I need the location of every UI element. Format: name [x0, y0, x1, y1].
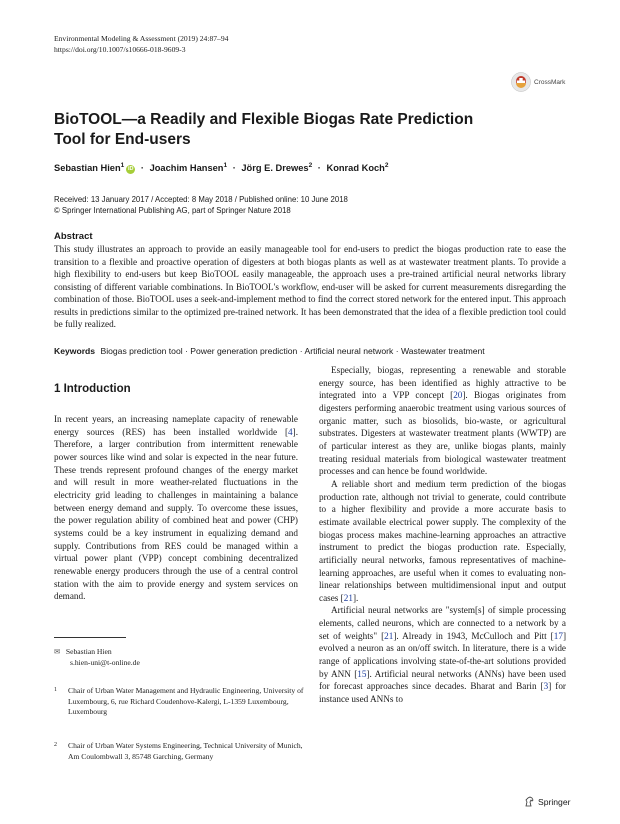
citation-link[interactable]: 21	[343, 592, 353, 603]
body-text: ]. Therefore, a larger contribution from intermittent renewable power sources like wind and solar is expected in the near future. These trends represent profound changes of the energy market and will result in more weather-related fluctuations in the electricity grid leading to challenges in maintaining a balance between energy demand and supply. To overcome these issues, the power regulation ability of combined heat and power (CHP) systems could be a key instrument in equalizing demand and supply. Contributions from RES could be managed within a virtual power plant (VPP) concept combining decentralized renewable energy producers through the use of a central control station with the aim to provide energy and system services on demand.	[54, 426, 298, 602]
separator: ·	[299, 346, 305, 356]
journal-citation: Environmental Modeling & Assessment (2019) 24:87–94	[54, 34, 229, 43]
separator: ·	[395, 346, 401, 356]
dates-line: Received: 13 January 2017 / Accepted: 8 May 2018 / Published online: 10 June 2018	[54, 195, 348, 204]
body-text: ]. Biogas originates from digesters performing anaerobic treatment using various sources of organic matter, such as biosolids, bio-waste, or agricultural substrates. Digesters at wastewater treatment plants (WWTP) are of particular interest as they are, unlike biogas plants, mainly treating residual materials from biological wastewater treatment processes and can hence be found worldwide.	[319, 390, 567, 477]
affiliation-marker: 2	[384, 162, 389, 169]
springer-horse-icon	[524, 796, 535, 807]
body-paragraph	[319, 478, 566, 605]
citation-link[interactable]: 3	[543, 681, 549, 692]
body-text: In recent years, an increasing nameplate capacity of renewable energy sources (RES) has been installed worldwide [	[54, 414, 298, 437]
keyword: Power generation prediction	[190, 346, 298, 356]
body-text: Especially, biogas, representing a renewable and storable energy source, has been identified as highly attractive to be integrated into a VPP concept [	[319, 365, 566, 401]
body-paragraph	[319, 604, 566, 705]
body-text: ] for instance used ANNs to	[319, 681, 566, 705]
author-name[interactable]: Joachim Hansen	[149, 163, 224, 174]
author-name[interactable]: Konrad Koch	[326, 163, 385, 174]
citation-link[interactable]: 4	[288, 426, 293, 437]
affiliation-number: 1	[54, 687, 57, 693]
affiliation-number: 2	[54, 742, 57, 748]
corresponding-author	[54, 647, 140, 668]
keyword: Artificial neural network	[304, 346, 394, 356]
body-text: Artificial neural networks are "system[s] of simple processing elements, called neurons, which are connected to a network by a set of weights" [	[319, 605, 566, 641]
article-title: BioTOOL—a Readily and Flexible Biogas Rate Prediction Tool for End-users	[54, 111, 474, 148]
separator: ·	[317, 163, 321, 174]
affiliation	[54, 741, 304, 762]
body-text: A reliable short and medium term prediction of the biogas production rate, although not trivial to generate, could contribute to a higher flexibility and provide a more accurate basis to estimate available electrical power supply. The complexity of the biogas process makes machine-learning approaches an attractive instrument to predict the biogas production rate. Especially, artificially neural networks, famous representatives of machine-learning approaches, are useful when it comes to evaluating non-linear relationships between multidimensional input and output cases [	[319, 478, 566, 603]
author-name[interactable]: Jörg E. Drewes	[241, 163, 309, 174]
body-paragraph	[319, 364, 566, 478]
crossmark-badge[interactable]	[511, 72, 565, 92]
body-column-right	[319, 364, 566, 706]
affiliation	[54, 686, 304, 718]
copyright-line: © Springer International Publishing AG, part of Springer Nature 2018	[54, 205, 291, 215]
body-text: ]. Already in 1943, McCulloch and Pitt [	[393, 630, 554, 641]
body-text: ] evolved a neuron as an on/off switch. In literature, there is a wide range of applications involving state-of-the-art solutions provided by ANN [	[319, 630, 566, 679]
body-text: ]. Artificial neural networks (ANNs) have been used for forecast approaches since decades. Bharat and Barin [	[319, 668, 566, 692]
affiliation-marker: 2	[308, 162, 313, 169]
separator: ·	[140, 163, 144, 174]
separator: ·	[232, 163, 236, 174]
affiliation-marker: 1	[120, 162, 125, 169]
affiliation-marker: 1	[223, 162, 228, 169]
orcid-icon[interactable]: iD	[128, 166, 134, 173]
abstract-text: This study illustrates an approach to provide an easily manageable tool for end-users to predict the biogas production rate to ease the transition to a flexible and proactive operation of digesters at both biogas plants as well as at wastewater treatment plants. To provide a high flexibility to end-users but keep BioTOOL easily manageable, the approach uses a pre-trained artificial neural networks library consisting of different variable combinations. In BioTOOL's workflow, end-user will be asked for current measurements disregarding the combination of those. BioTOOL uses a seek-and-implement method to find the correct stored network for the entered input. This approach results in predictions similar to the optimized pre-trained network. It has been demonstrated that the idea of a flexible prediction tool could be fully realized.	[54, 244, 566, 330]
keyword: Wastewater treatment	[400, 346, 485, 356]
crossmark-icon	[511, 72, 531, 92]
corresponding-name: Sebastian Hien	[65, 647, 112, 656]
keyword: Biogas prediction tool	[100, 346, 183, 356]
author-list	[54, 162, 388, 174]
separator: ·	[185, 346, 191, 356]
crossmark-label: CrossMark	[534, 78, 566, 86]
publisher-name: Springer	[538, 796, 571, 807]
citation-link[interactable]: 17	[553, 630, 563, 641]
keywords-label: Keywords	[54, 346, 96, 356]
citation-link[interactable]: 21	[384, 630, 394, 641]
affiliation-text: Chair of Urban Water Management and Hydraulic Engineering, University of Luxembourg, 6, rue Richard Coudenhove-Kalergi, L-1359 Luxembourg, Luxembourg	[68, 686, 304, 717]
abstract-heading: Abstract	[54, 231, 93, 242]
envelope-icon: ✉	[54, 647, 61, 656]
doi-link[interactable]: https://doi.org/10.1007/s10666-018-9609-3	[54, 44, 186, 54]
section-heading: 1 Introduction	[54, 383, 131, 395]
author-name[interactable]: Sebastian Hien	[54, 163, 121, 174]
body-column-left	[54, 413, 298, 603]
running-header	[54, 34, 228, 55]
corresponding-email[interactable]: s.hien-uni@t-online.de	[70, 657, 140, 667]
body-text: ].	[352, 592, 359, 603]
footnote-divider	[54, 637, 126, 638]
citation-link[interactable]: 20	[453, 390, 463, 401]
citation-link[interactable]: 15	[357, 668, 367, 679]
affiliation-text: Chair of Urban Water Systems Engineering, Technical University of Munich, Am Coulombwall 3, 85748 Garching, Germany	[68, 741, 303, 761]
publisher-logo	[524, 796, 570, 807]
keywords	[54, 346, 485, 356]
body-paragraph	[54, 413, 298, 603]
publication-history	[54, 195, 348, 216]
